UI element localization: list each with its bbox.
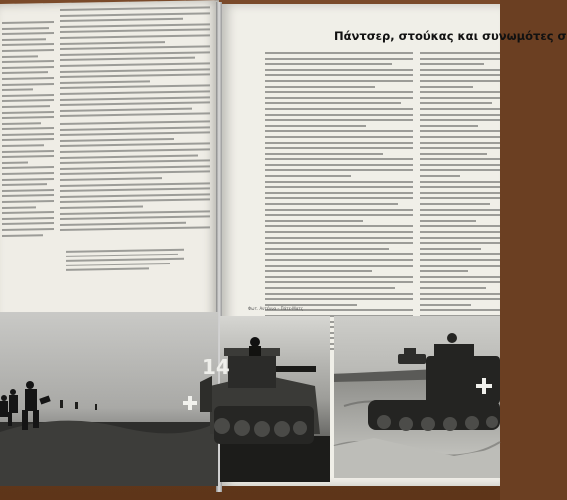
right-page-column-1 <box>265 52 413 290</box>
tank-number: 14 <box>202 355 230 379</box>
right-page-column-2 <box>420 52 500 290</box>
article-headline: Πάντσερ, στούκας και συνωμότες σ <box>334 29 567 43</box>
photo-caption <box>66 249 184 274</box>
left-page-outer-column <box>2 21 54 234</box>
photo-tanks-snowfield <box>334 316 500 478</box>
photo-tank-14 <box>202 316 330 482</box>
left-page-main-column-top <box>60 6 210 119</box>
photo-credit: Φωτ. Αντέννα – Πάτε-Ματς <box>248 306 304 311</box>
photo-infantry-advance <box>0 312 218 486</box>
left-page-main-column-bottom <box>60 120 210 233</box>
